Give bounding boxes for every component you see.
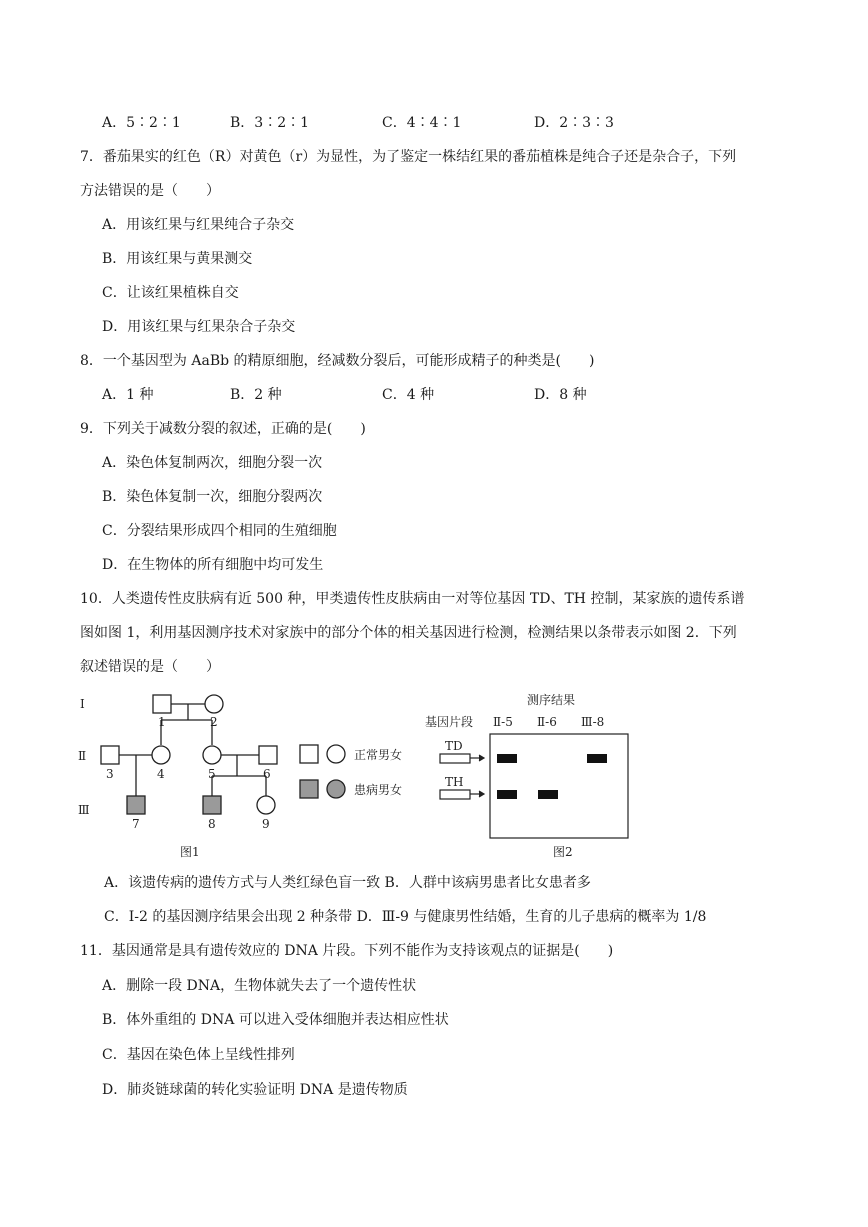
q6-option-b: B．3∶2∶1 [230, 115, 310, 131]
legend-normal-female [327, 745, 345, 763]
q8-option-b: B．2 种 [230, 387, 282, 403]
q6-option-a: A．5∶2∶1 [102, 115, 181, 131]
q8-option-a: A．1 种 [102, 387, 154, 403]
individual-1: 1 [158, 715, 166, 729]
gel-frame [490, 734, 628, 838]
individual-7: 7 [132, 817, 140, 831]
generation-label-3: Ⅲ [78, 803, 90, 817]
q8-option-c: C．4 种 [382, 387, 435, 403]
q10-options-line1: A．该遗传病的遗传方式与人类红绿色盲一致 B．人群中该病男患者比女患者多 [104, 875, 591, 891]
legend-normal-male [300, 745, 318, 763]
q7-option-d: D．用该红果与红果杂合子杂交 [102, 319, 296, 335]
q9-option-b: B．染色体复制一次，细胞分裂两次 [102, 489, 323, 505]
td-fragment-box [440, 754, 470, 763]
pedigree-ii3-male-normal [101, 746, 119, 764]
figure2-row-header: 基因片段 [425, 715, 474, 729]
q6-option-c: C．4∶4∶1 [382, 115, 462, 131]
individual-5: 5 [208, 767, 216, 781]
legend-normal-label: 正常男女 [354, 748, 403, 762]
figure2-title: 测序结果 [527, 693, 576, 707]
column-ii5: Ⅱ-5 [493, 715, 513, 729]
pedigree-ii5-female-normal [203, 746, 221, 764]
pedigree-ii6-male-normal [259, 746, 277, 764]
pedigree-iii8-male-affected [203, 796, 221, 814]
column-ii6: Ⅱ-6 [537, 715, 557, 729]
q7-option-c: C．让该红果植株自交 [102, 285, 239, 301]
row-td-label: TD [445, 739, 463, 753]
pedigree-iii9-female-normal [257, 796, 275, 814]
q11-option-c: C．基因在染色体上呈线性排列 [102, 1047, 295, 1063]
q9-option-a: A．染色体复制两次，细胞分裂一次 [102, 455, 323, 471]
band-ii5-th [497, 790, 517, 799]
band-iii8-td [587, 754, 607, 763]
q9-stem: 9．下列关于减数分裂的叙述，正确的是( ) [80, 421, 366, 437]
column-iii8: Ⅲ-8 [581, 715, 605, 729]
figure2-caption: 图2 [553, 845, 573, 859]
pedigree-figure [70, 688, 450, 868]
individual-6: 6 [263, 767, 271, 781]
sequencing-figure [415, 688, 645, 868]
individual-3: 3 [106, 767, 114, 781]
q7-option-b: B．用该红果与黄果测交 [102, 251, 253, 267]
legend-affected-female [327, 780, 345, 798]
legend-affected-label: 患病男女 [354, 783, 403, 797]
generation-label-1: I [80, 697, 85, 711]
q11-option-a: A．删除一段 DNA，生物体就失去了一个遗传性状 [102, 978, 417, 994]
q8-stem: 8．一个基因型为 AaBb 的精原细胞，经减数分裂后，可能形成精子的种类是( ) [80, 353, 595, 369]
individual-9: 9 [262, 817, 270, 831]
row-th-label: TH [445, 775, 464, 789]
q11-option-b: B．体外重组的 DNA 可以进入受体细胞并表达相应性状 [102, 1012, 449, 1028]
q7-stem-line1: 7．番茄果实的红色（R）对黄色（r）为显性，为了鉴定一株结红果的番茄植株是纯合子还是杂合子，下列 [80, 149, 737, 165]
q10-stem-line3: 叙述错误的是（ ） [80, 659, 220, 675]
q9-option-d: D．在生物体的所有细胞中均可发生 [102, 557, 324, 573]
pedigree-ii4-female-normal [152, 746, 170, 764]
q11-stem: 11．基因通常是具有遗传效应的 DNA 片段。下列不能作为支持该观点的证据是( ) [80, 943, 614, 959]
q7-stem-line2: 方法错误的是（ ） [80, 183, 220, 199]
generation-label-2: Ⅱ [78, 749, 87, 763]
band-ii5-td [497, 754, 517, 763]
individual-8: 8 [208, 817, 216, 831]
q9-option-c: C．分裂结果形成四个相同的生殖细胞 [102, 523, 337, 539]
q10-stem-line2: 图如图 1，利用基因测序技术对家族中的部分个体的相关基因进行检测，检测结果以条带表示如图 2．下列 [80, 625, 737, 641]
pedigree-i2-female-normal [205, 695, 223, 713]
legend-affected-male [300, 780, 318, 798]
pedigree-i1-male-normal [153, 695, 171, 713]
pedigree-iii7-male-affected [127, 796, 145, 814]
q6-option-d: D．2∶3∶3 [534, 115, 614, 131]
band-ii6-th [538, 790, 558, 799]
q11-option-d: D．肺炎链球菌的转化实验证明 DNA 是遗传物质 [102, 1082, 408, 1098]
th-fragment-box [440, 790, 470, 799]
q10-options-line2: C．I-2 的基因测序结果会出现 2 种条带 D．Ⅲ-9 与健康男性结婚，生育的儿子患病的概率为 1/8 [104, 909, 707, 925]
q10-stem-line1: 10．人类遗传性皮肤病有近 500 种，甲类遗传性皮肤病由一对等位基因 TD、TH 控制，某家族的遗传系谱 [80, 591, 745, 607]
individual-2: 2 [210, 715, 218, 729]
q8-option-d: D．8 种 [534, 387, 587, 403]
individual-4: 4 [157, 767, 165, 781]
figure1-caption: 图1 [180, 845, 200, 859]
q7-option-a: A．用该红果与红果纯合子杂交 [102, 217, 295, 233]
